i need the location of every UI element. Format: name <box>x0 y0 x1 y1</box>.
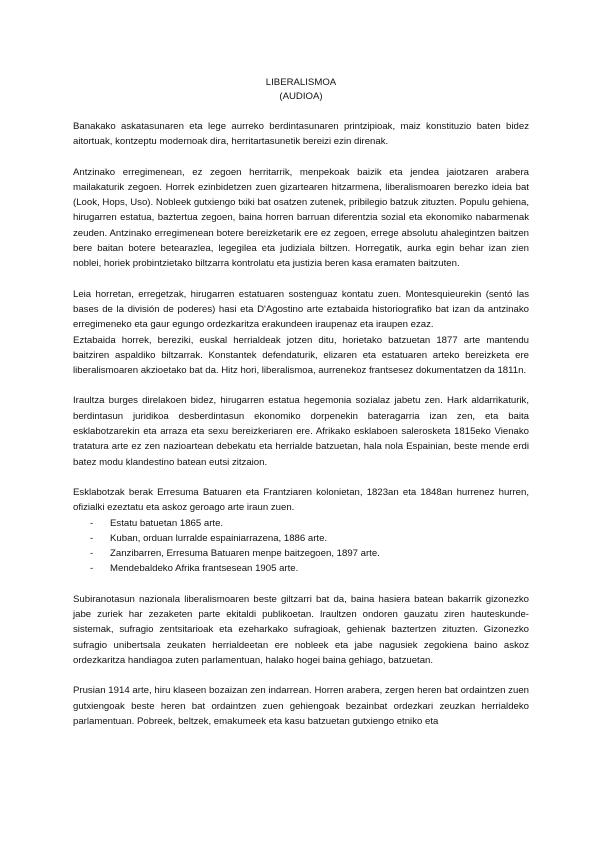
paragraph: Prusian 1914 arte, hiru klaseen bozaizan zen indarrean. Horren arabera, zergen heren bat ordaintzen zuen gutxiengoak beste heren bat ordaintzen zuen gehiengoak bezainbat ordezkari zeuzkan herrialdeko parlamentuan. Pobreek, beltzek, emakumeek eta kasu batzuetan gutxiengo etniko eta <box>73 685 529 727</box>
dash-marker: - <box>90 548 94 560</box>
list-item-text: Mendebaldeko Afrika frantsesean 1905 arte. <box>110 563 299 575</box>
paragraph: Esklabotzak berak Erresuma Batuaren eta Frantziaren kolonietan, 1823an eta 1848an hurrenez hurren, ofizialki ezeztatu eta askoz geroago arte iraun zuen. <box>73 486 529 514</box>
bullet-list <box>73 516 529 577</box>
paragraph: Banakako askatasunaren eta lege aurreko berdintasunaren printzipioak, maiz konstituzio baten bidez aitortuak, kontzeptu modernoak dira, herritartasunetik bereizi ezin direnak. <box>73 121 529 148</box>
paragraph: Eztabaida horrek, bereziki, euskal herrialdeak jotzen ditu, horietako batzuetan 1877 arte mantendu baitziren aspaldiko biltzarrak. Konstantek defendaturik, elizaren eta estatuaren arteko bereizketa ere liberalismoaren akzioetako bat da. Hitz hori, liberalismoa, aurrenekoz frantsesez dokumentatzen da 1811n. <box>73 334 529 377</box>
paragraph: Iraultza burges direlakoen bidez, hirugarren estatua hegemonia sozialaz jabetu zen. Hark aldarrikaturik, berdintasun juridikoa desberdintasun ekonomiko dorpenekin bateragarria izan zen, eta baita esklabotzarekin eta arraza eta sexu bereizkeriaren ere. Afrikako esklaboen salerosketa 1815eko Vienako tratatura arte ez zen nazioartean debekatu eta herrialde batzuetan, hala nola Espainian, beste mende erdi batez modu klandestino batean eutsi zitzaion. <box>73 395 529 468</box>
dash-marker: - <box>90 563 94 575</box>
document-subtitle: (AUDIOA) <box>279 91 323 102</box>
list-item-text: Kuban, orduan lurralde espainiarrazena, 1886 arte. <box>110 532 328 544</box>
list-item-text: Zanzibarren, Erresuma Batuaren menpe baitzegoen, 1897 arte. <box>110 548 380 560</box>
dash-marker: - <box>90 532 94 544</box>
paragraph: Subiranotasun nazionala liberalismoaren beste giltzarri bat da, baina hasiera batean bakarrik gizonezko jabe zuriek har zezaketen parte ekitaldi publikoetan. Iraultzen ondoren gauzatu ziren hauteskunde-sistemak, sufragio zentsitarioak eta ezeharkako sufragioak, gehienak baztertzen zituzten. Gizonezko sufragio unibertsala zeukaten herrialdeetan ere nobleek eta jabe nagusiek zegokiena baino askoz ordezkaritza handiagoa zuten parlamentuan, halako hogei baina gehiago, batzuetan. <box>73 593 529 666</box>
list-item <box>73 531 529 546</box>
paragraph: Antzinako erregimenean, ez zegoen herritarrik, menpekoak baizik eta jendea jaiotzaren arabera mailakaturik zegoen. Horrek ezinbidetzen zuen gizartearen hitzarmena, liberalismoaren berezko ideia bat (Look, Hops, Uso). Nobleek gutxiengo txiki bat osatzen zutenek, pribilegio batzuk zituzten. Populu gehiena, hirugarren estatua, baztertua zegoen, baina horren barruan diferentzia sozial eta ekonomiko nabarmenak zeuden. Antzinako erregimenean botere bereizketarik ere ez zegoen, errege absolutu ahalegintzen baitzen bere baitan botere betearazlea, legegilea eta judiziala biltzen. Horregatik, aurka egin behar izan zien noblei, horiek probintzietako biltzarra kontrolatu eta justizia beren kasa eramaten baitzuten. <box>73 166 529 270</box>
list-item <box>73 516 529 531</box>
document-page <box>73 76 529 744</box>
document-title: LIBERALISMOA <box>265 77 337 88</box>
list-item-text: Estatu batuetan 1865 arte. <box>110 517 224 529</box>
paragraph: Leia horretan, erregetzak, hirugarren estatuaren sostenguaz kontatu zuen. Montesquieurekin (sentó las bases de la división de poderes) hasi eta D'Agostino arte eztabaida historiografiko bat izan da antzinako erregimeneko eta gaur egungo ordezkaritza erakundeen iraupenaz eta iraupen ezaz. <box>73 288 529 331</box>
dash-marker: - <box>90 517 94 529</box>
list-item <box>73 561 529 576</box>
list-item <box>73 546 529 561</box>
